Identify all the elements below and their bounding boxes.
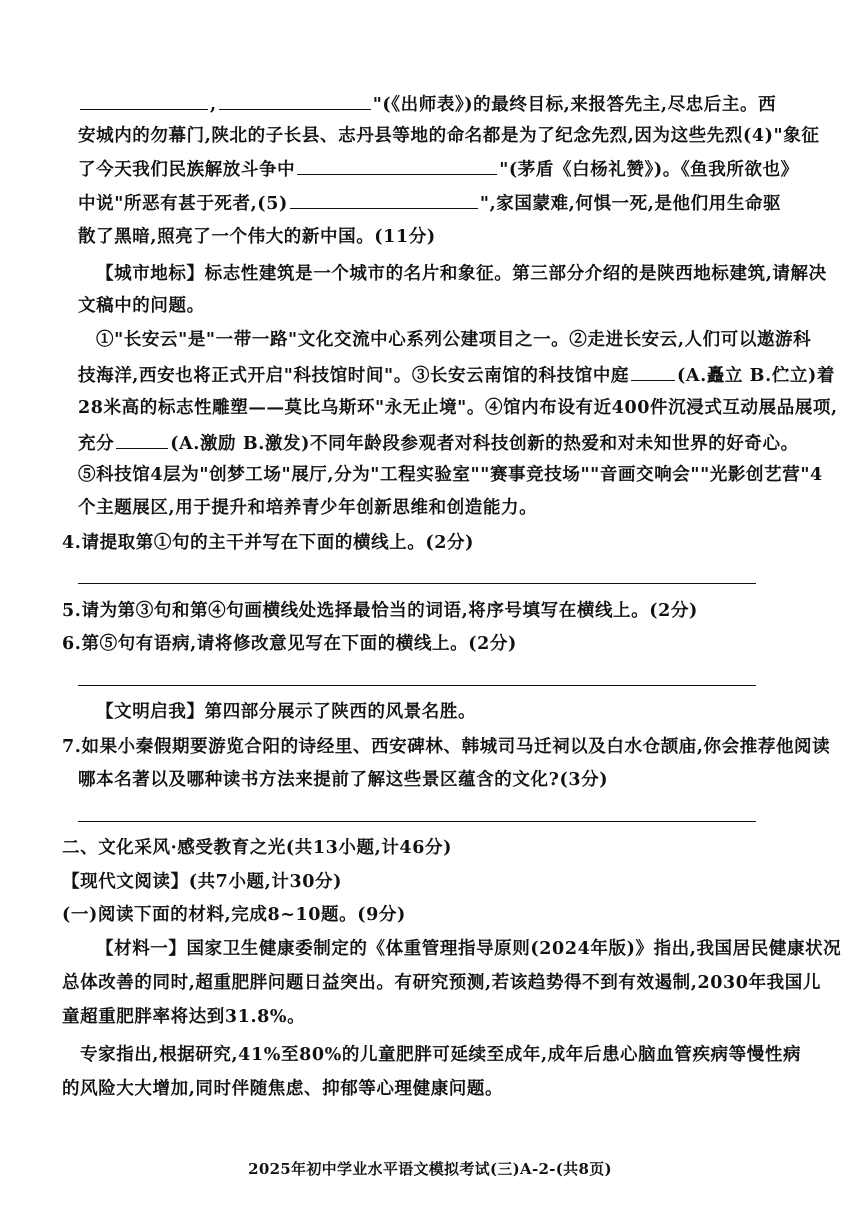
poem-line-5: 散了黑暗,照亮了一个伟大的新中国。(11分) — [78, 227, 436, 247]
fill-blank[interactable] — [80, 91, 208, 110]
fill-blank[interactable] — [219, 91, 371, 110]
material-line-5: 的风险大大增加,同时伴随焦虑、抑郁等心理健康问题。 — [62, 1079, 504, 1099]
question-6: 6.第⑤句有语病,请将修改意见写在下面的横线上。(2分) — [62, 634, 517, 654]
material-line-3: 童超重肥胖率将达到31.8%。 — [62, 1007, 306, 1027]
passage-line-4: 充分 (A.激励 B.激发)不同年龄段参观者对科技创新的热爱和对未知世界的好奇心。 — [78, 430, 778, 456]
poem-line-3: 了今天我们民族解放斗争中 "(茅盾《白杨礼赞》)。《鱼我所欲也》 — [78, 156, 778, 182]
material-line-1: 【材料一】国家卫生健康委制定的《体重管理指导原则(2024年版)》指出,我国居民健康状况 — [96, 939, 842, 959]
passage-line-5: ⑤科技馆4层为"创梦工场"展厅,分为"工程实验室""赛事竞技场""音画交响会""光影创艺营"4 — [78, 465, 823, 485]
reading-1-heading: (一)阅读下面的材料,完成8~10题。(9分) — [62, 905, 406, 925]
landmark-intro-1: 【城市地标】标志性建筑是一个城市的名片和象征。第三部分介绍的是陕西地标建筑,请解决 — [96, 264, 827, 284]
answer-line-q6[interactable] — [78, 685, 756, 686]
fill-blank[interactable] — [116, 430, 168, 449]
question-5: 5.请为第③句和第④句画横线处选择最恰当的词语,将序号填写在横线上。(2分) — [62, 601, 698, 621]
civil-intro: 【文明启我】第四部分展示了陕西的风景名胜。 — [96, 702, 477, 722]
question-4: 4.请提取第①句的主干并写在下面的横线上。(2分) — [62, 533, 475, 553]
fill-blank[interactable] — [290, 190, 478, 209]
passage-line-6: 个主题展区,用于提升和培养青少年创新思维和创造能力。 — [78, 498, 538, 518]
landmark-intro-2: 文稿中的问题。 — [78, 296, 205, 316]
question-7-line-2: 哪本名著以及哪种读书方法来提前了解这些景区蕴含的文化?(3分) — [78, 770, 609, 790]
page-footer: 2025年初中学业水平语文模拟考试(三)A-2-(共8页) — [248, 1160, 612, 1178]
modern-reading-heading: 【现代文阅读】(共7小题,计30分) — [62, 872, 342, 892]
passage-line-2: 技海洋,西安也将正式开启"科技馆时间"。③长安云南馆的科技馆中庭 (A.矗立 B.伫立)着 — [78, 362, 778, 388]
question-7-line-1: 7.如果小秦假期要游览合阳的诗经里、西安碑林、韩城司马迁祠以及白水仓颉庙,你会推荐他阅读 — [62, 737, 831, 757]
answer-line-q7[interactable] — [78, 821, 756, 822]
material-line-4: 专家指出,根据研究,41%至80%的儿童肥胖可延续至成年,成年后患心脑血管疾病等慢性病 — [80, 1045, 802, 1065]
passage-line-1: ①"长安云"是"一带一路"文化交流中心系列公建项目之一。②走进长安云,人们可以遨游科 — [96, 330, 812, 350]
fill-blank[interactable] — [631, 362, 675, 381]
poem-line-2: 安城内的勿幕门,陕北的子长县、志丹县等地的命名都是为了纪念先烈,因为这些先烈(4)"象征 — [78, 126, 820, 146]
passage-line-3: 28米高的标志性雕塑——莫比乌斯环"永无止境"。④馆内布设有近400件沉浸式互动展品展项, — [78, 398, 838, 418]
material-line-2: 总体改善的同时,超重肥胖问题日益突出。有研究预测,若该趋势得不到有效遏制,2030年我国儿 — [62, 973, 821, 993]
fill-blank[interactable] — [297, 156, 497, 175]
part-2-heading: 二、文化采风·感受教育之光(共13小题,计46分) — [62, 838, 452, 858]
answer-line-q4[interactable] — [78, 583, 756, 584]
poem-line-4: 中说"所恶有甚于死者,(5) ",家国蒙难,何惧一死,是他们用生命驱 — [78, 190, 778, 216]
poem-line-1: , "(《出师表》)的最终目标,来报答先主,尽忠后主。西 — [78, 91, 778, 117]
